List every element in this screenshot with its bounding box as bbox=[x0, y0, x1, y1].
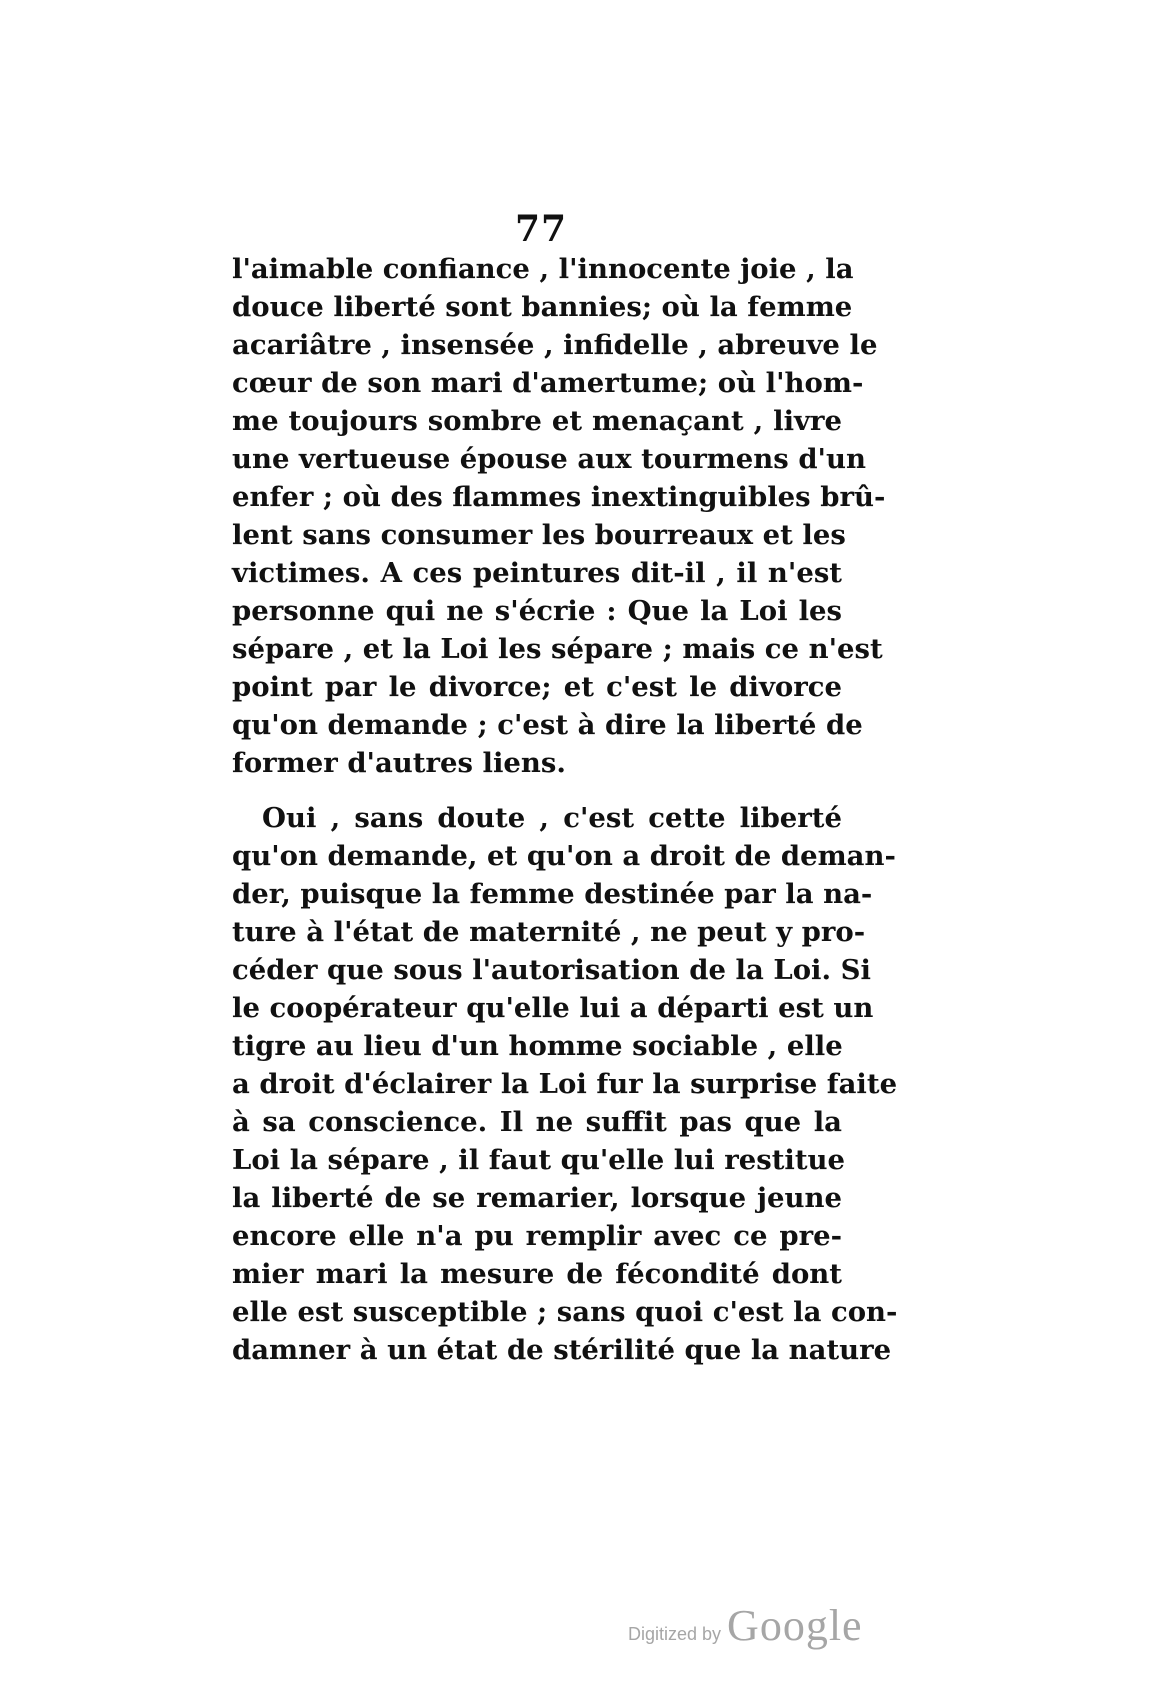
text-line: le coopérateur qu'elle lui a départi est un bbox=[232, 992, 874, 1024]
watermark-prefix: Digitized by bbox=[628, 1624, 722, 1644]
text-line: damner à un état de stérilité que la nature bbox=[232, 1334, 892, 1366]
text-line: me toujours sombre et menaçant , livre bbox=[232, 405, 842, 437]
text-line: acariâtre , insensée , infidelle , abreuve le bbox=[232, 329, 878, 361]
text-line: Oui , sans doute , c'est cette liberté bbox=[262, 802, 842, 834]
text-line: personne qui ne s'écrie : Que la Loi les bbox=[232, 595, 842, 627]
text-line: former d'autres liens. bbox=[232, 747, 566, 779]
text-line: tigre au lieu d'un homme sociable , elle bbox=[232, 1030, 843, 1062]
text-line: douce liberté sont bannies; où la femme bbox=[232, 291, 853, 323]
text-line: l'aimable confiance , l'innocente joie , la bbox=[232, 253, 854, 285]
text-line: der, puisque la femme destinée par la na- bbox=[232, 878, 873, 910]
text-line: la liberté de se remarier, lorsque jeune bbox=[232, 1182, 842, 1214]
text-line: enfer ; où des flammes inextinguibles brû- bbox=[232, 481, 886, 513]
digitized-watermark bbox=[628, 1600, 863, 1651]
text-line: point par le divorce; et c'est le divorce bbox=[232, 671, 842, 703]
text-line: victimes. A ces peintures dit-il , il n'est bbox=[232, 557, 842, 589]
text-line: céder que sous l'autorisation de la Loi. Si bbox=[232, 954, 871, 986]
text-line: qu'on demande ; c'est à dire la liberté de bbox=[232, 709, 863, 741]
text-line: ture à l'état de maternité , ne peut y pro- bbox=[232, 916, 866, 948]
text-line: à sa conscience. Il ne suffit pas que la bbox=[232, 1106, 842, 1138]
text-line: mier mari la mesure de fécondité dont bbox=[232, 1258, 842, 1290]
text-line: qu'on demande, et qu'on a droit de deman- bbox=[232, 840, 896, 872]
text-line: encore elle n'a pu remplir avec ce pre- bbox=[232, 1220, 842, 1252]
paragraph-1 bbox=[232, 250, 886, 782]
text-line: a droit d'éclairer la Loi fur la surprise faite bbox=[232, 1068, 898, 1100]
text-line: sépare , et la Loi les sépare ; mais ce n'est bbox=[232, 633, 883, 665]
page-number: 77 bbox=[515, 208, 568, 250]
text-line: lent sans consumer les bourreaux et les bbox=[232, 519, 846, 551]
text-line: une vertueuse épouse aux tourmens d'un bbox=[232, 443, 866, 475]
text-line: elle est susceptible ; sans quoi c'est la con- bbox=[232, 1296, 898, 1328]
text-line: cœur de son mari d'amertume; où l'hom- bbox=[232, 367, 864, 399]
paragraph-2 bbox=[232, 799, 898, 1369]
watermark-brand: Google bbox=[727, 1601, 863, 1650]
text-line: Loi la sépare , il faut qu'elle lui restitue bbox=[232, 1144, 846, 1176]
